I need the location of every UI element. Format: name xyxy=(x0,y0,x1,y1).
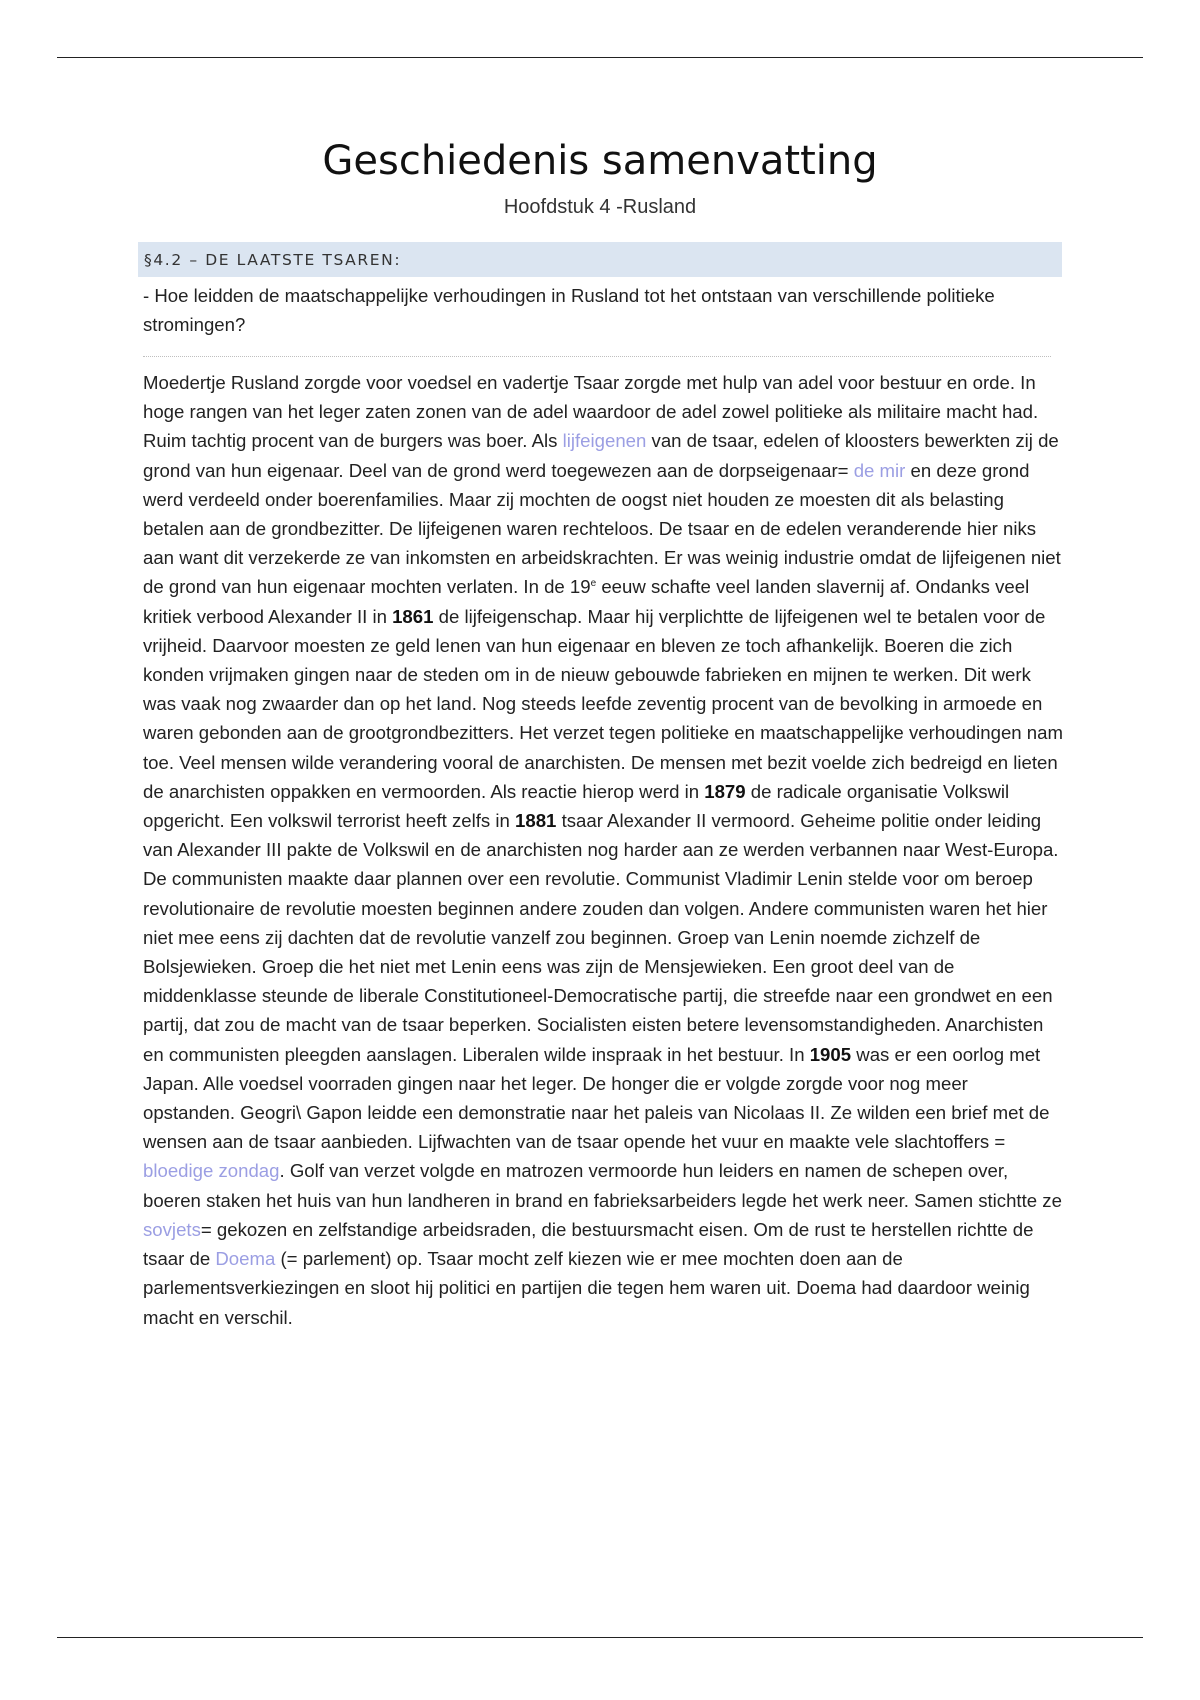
text-run: en deze grond werd verdeeld onder boerenfamilies. Maar zij mochten de oogst niet houden ze moesten dit als belasting betalen aan de grondbezitter. De lijfeigenen waren rechteloos. De tsaar en de edelen veranderende hier niks aan want dit verzekerde ze van inkomsten en arbeidskrachten. Er was weinig industrie omdat de lijfeigenen niet de grond van hun eigenaar mochten verlaten. In de 19 xyxy=(143,459,1061,598)
body-paragraph xyxy=(143,368,1063,1332)
term-doema: Doema xyxy=(215,1248,276,1270)
text-run: . Golf van verzet volgde en matrozen vermoorde hun leiders en namen de schepen over, boeren staken het huis van hun landheren in brand en fabrieksarbeiders legde het werk neer. Samen stichtte ze xyxy=(143,1160,1062,1211)
superscript-e: e xyxy=(590,578,597,590)
year-1861: 1861 xyxy=(392,605,434,627)
dotted-divider xyxy=(143,356,1051,357)
section-heading-bar xyxy=(138,242,1062,277)
document-title: Geschiedenis samenvatting xyxy=(322,138,878,184)
term-de-mir: de mir xyxy=(853,459,906,481)
section-heading: §4.2 – DE LAATSTE TSAREN: xyxy=(144,250,402,269)
year-1905: 1905 xyxy=(809,1043,852,1065)
text-run: was er een oorlog met Japan. Alle voedsel voorraden gingen naar het leger. De honger die er volgde zorgde voor nog meer opstanden. Geogri\ Gapon leidde een demonstratie naar het paleis van Nicolaas II. Ze wilden een brief met de wensen aan de tsaar aanbieden. Lijfwachten van de tsaar opende het vuur en maakte vele slachtoffers = xyxy=(143,1043,1050,1153)
text-run: eeuw schafte veel landen slavernij af. Ondanks veel kritiek verbood Alexander II in xyxy=(143,576,1030,627)
header-rule xyxy=(57,57,1143,58)
term-lijfeigenen: lijfeigenen xyxy=(562,430,647,452)
text-run: Moedertje Rusland zorgde voor voedsel en vadertje Tsaar zorgde met hulp van adel voor bestuur en orde. In hoge rangen van het leger zaten zonen van de adel waardoor de adel zowel politieke als militaire macht had. Ruim tachtig procent van de burgers was boer. Als xyxy=(143,372,1039,452)
text-run: (= parlement) op. Tsaar mocht zelf kiezen wie er mee mochten doen aan de parlementsverkiezingen en sloot hij politici en partijen die tegen hem waren uit. Doema had daardoor weinig macht en verschil. xyxy=(143,1248,1030,1328)
document-subtitle: Hoofdstuk 4 -Rusland xyxy=(503,196,697,218)
text-run: de lijfeigenschap. Maar hij verplichtte de lijfeigenen wel te betalen voor de vrijheid. Daarvoor moesten ze geld lenen van hun eigenaar en bleven ze toch afhankelijk. Boeren die zich konden vrijmaken gingen naar de steden om in de nieuw gebouwde fabrieken en mijnen te werken. Dit werk was vaak nog zwaarder dan op het land. Nog steeds leefde zeventig procent van de bevolking in armoede en waren gebonden aan de grootgrondbezitters. Het verzet tegen politieke en maatschappelijke verhoudingen nam toe. Veel mensen wilde verandering vooral de anarchisten. De mensen met bezit voelde zich bedreigd en lieten de anarchisten oppakken en vermoorden. Als reactie hierop werd in xyxy=(143,605,1063,802)
central-question: - Hoe leidden de maatschappelijke verhoudingen in Rusland tot het ontstaan van verschillende politieke stromingen? xyxy=(143,285,995,335)
year-1881: 1881 xyxy=(515,810,557,832)
year-1879: 1879 xyxy=(704,780,746,802)
text-run: de radicale organisatie Volkswil opgericht. Een volkswil terrorist heeft zelfs in xyxy=(143,780,1010,832)
text-run: tsaar Alexander II vermoord. Geheime politie onder leiding van Alexander III pakte de Volkswil en de anarchisten nog harder aan ze werden verbannen naar West-Europa. De communisten maakte daar plannen over een revolutie. Communist Vladimir Lenin stelde voor om beroep revolutionaire de revolutie moesten beginnen andere zouden dan volgen. Andere communisten waren het hier niet mee eens zij dachten dat de revolutie vanzelf zou beginnen. Groep van Lenin noemde zichzelf de Bolsjewieken. Groep die het niet met Lenin eens was zijn de Mensjewieken. Een groot deel van de middenklasse steunde de liberale Constitutioneel-Democratische partij, die streefde naar een grondwet en een partij, dat zou de macht van de tsaar beperken. Socialisten eisten betere levensomstandigheden. Anarchisten en communisten pleegden aanslagen. Liberalen wilde inspraak in het bestuur. In xyxy=(143,810,1059,1065)
footer-rule xyxy=(57,1637,1143,1638)
text-run: = gekozen en zelfstandige arbeidsraden, die bestuursmacht eisen. Om de rust te herstellen richtte de tsaar de xyxy=(143,1218,1034,1270)
text-run: van de tsaar, edelen of kloosters bewerkten zij de grond van hun eigenaar. Deel van de grond werd toegewezen aan de dorpseigenaar= xyxy=(143,430,1059,481)
term-bloedige-zondag: bloedige zondag xyxy=(143,1160,280,1182)
term-sovjets: sovjets xyxy=(143,1218,201,1240)
